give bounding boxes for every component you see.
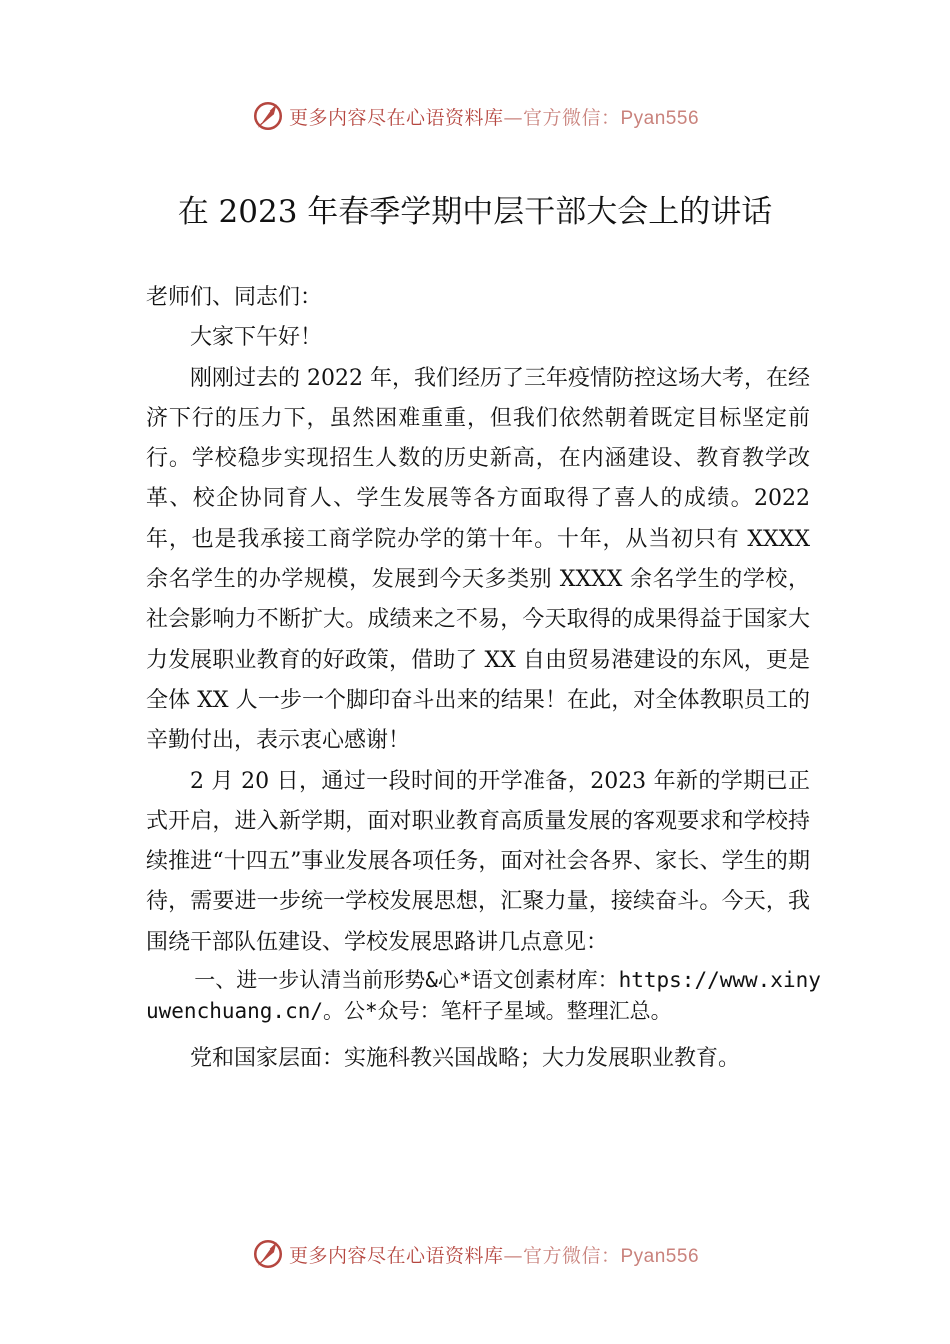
section-heading: 一、进一步认清当前形势&心*语文创素材库：https://www.xinyuwenchuang.cn/。公*众号：笔杆子星域。整理汇总。 [146,968,821,1024]
watermark-lead: 更多内容尽在心语资料库 [288,106,504,129]
watermark-banner-top [0,96,950,136]
watermark-tail: 官方微信： [522,1244,621,1267]
subsection-line: 党和国家层面：实施科教兴国战略；大力发展职业教育。 [190,1046,741,1072]
greeting: 大家下午好！ [190,325,323,351]
watermark-dash: — [503,1244,523,1267]
watermark-text [289,103,699,130]
watermark-text [289,1241,699,1268]
watermark-dash: — [503,106,523,129]
quill-logo-icon [251,1237,285,1271]
watermark-banner-bottom [0,1234,950,1274]
watermark-wechat: Pyan556 [620,107,700,129]
document-title: 在 2023 年春季学期中层干部大会上的讲话 [177,194,773,230]
quill-logo-icon [251,99,285,133]
document-body [146,278,821,1079]
watermark-lead: 更多内容尽在心语资料库 [288,1244,504,1267]
watermark-wechat: Pyan556 [620,1245,700,1267]
watermark-tail: 官方微信： [522,106,621,129]
paragraph-1: 刚刚过去的 2022 年，我们经历了三年疫情防控这场大考，在经济下行的压力下，虽然困难重重，但我们依然朝着既定目标坚定前行。学校稳步实现招生人数的历史新高，在内涵建设、教育教学改革、校企协同育人、学生发展等各方面取得了喜人的成绩。2022 年，也是我承接工商学院办学的第十年。十年，从当初只有 XXXX 余名学生的办学规模，发展到今天多类别 XXXX 余名学生的学校，社会影响力不断扩大。成绩来之不易，今天取得的成果得益于国家大力发展职业教育的好政策，借助了 XX 自由贸易港建设的东风，更是全体 XX 人一步一个脚印奋斗出来的结果！在此，对全体教职员工的辛勤付出，表示衷心感谢！ [146,365,810,754]
salutation: 老师们、同志们： [146,285,323,310]
paragraph-2: 2 月 20 日，通过一段时间的开学准备，2023 年新的学期已正式开启，进入新学期，面对职业教育高质量发展的客观要求和学校持续推进“十四五”事业发展各项任务，面对社会各界、家长、学生的期待，需要进一步统一学校发展思想，汇聚力量，接续奋斗。今天，我围绕干部队伍建设、学校发展思路讲几点意见： [146,768,810,955]
